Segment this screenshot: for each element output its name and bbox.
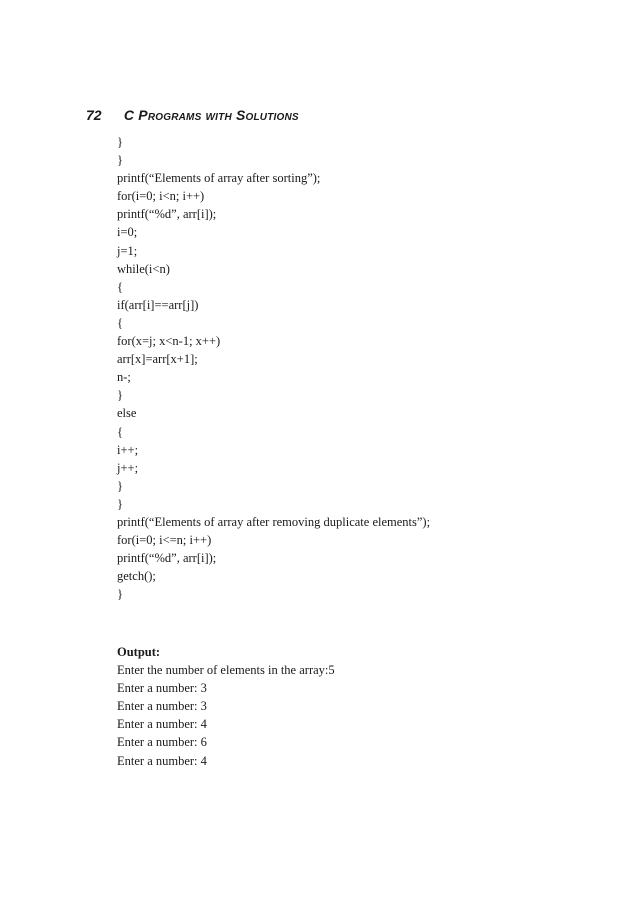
page-header (86, 107, 299, 123)
output-line: Enter a number: 3 (117, 699, 207, 714)
code-line: for(x=j; x<n-1; x++) (117, 334, 221, 349)
code-line: { (117, 315, 123, 330)
output-line: Enter a number: 3 (117, 681, 207, 696)
code-line: } (117, 135, 123, 149)
code-line: printf(“%d”, arr[i]); (117, 551, 217, 566)
code-line: j=1; (117, 243, 138, 258)
code-line: j++; (117, 460, 139, 475)
output-line: Enter the number of elements in the array:5 (117, 663, 335, 678)
code-line: n-; (117, 370, 131, 385)
code-line: printf(“Elements of array after removing duplicate elements”); (117, 514, 431, 529)
code-line: { (117, 424, 123, 439)
output-line: Enter a number: 4 (117, 717, 207, 732)
code-line: while(i<n) (117, 261, 170, 276)
output-heading: Output: (117, 645, 161, 659)
code-line: for(i=0; i<n; i++) (117, 189, 205, 204)
code-line: arr[x]=arr[x+1]; (117, 352, 198, 367)
code-line: i=0; (117, 225, 138, 240)
running-title: C Programs with Solutions (123, 107, 299, 123)
page-number: 72 (86, 107, 102, 123)
output-line: Enter a number: 4 (117, 753, 207, 768)
output-section (117, 643, 597, 770)
code-line: printf(“%d”, arr[i]); (117, 207, 217, 222)
code-line: { (117, 279, 123, 294)
code-line: else (117, 406, 137, 421)
code-listing (117, 133, 597, 603)
code-line: for(i=0; i<=n; i++) (117, 533, 212, 548)
code-line: printf(“Elements of array after sorting”); (117, 171, 321, 186)
code-line: i++; (117, 442, 139, 457)
code-line: } (117, 153, 123, 168)
code-line: } (117, 388, 123, 403)
code-line: getch(); (117, 569, 156, 584)
code-line: } (117, 496, 123, 511)
code-line: if(arr[i]==arr[j]) (117, 297, 199, 312)
output-line: Enter a number: 6 (117, 735, 207, 750)
code-line: } (117, 478, 123, 493)
code-line: } (117, 587, 123, 602)
